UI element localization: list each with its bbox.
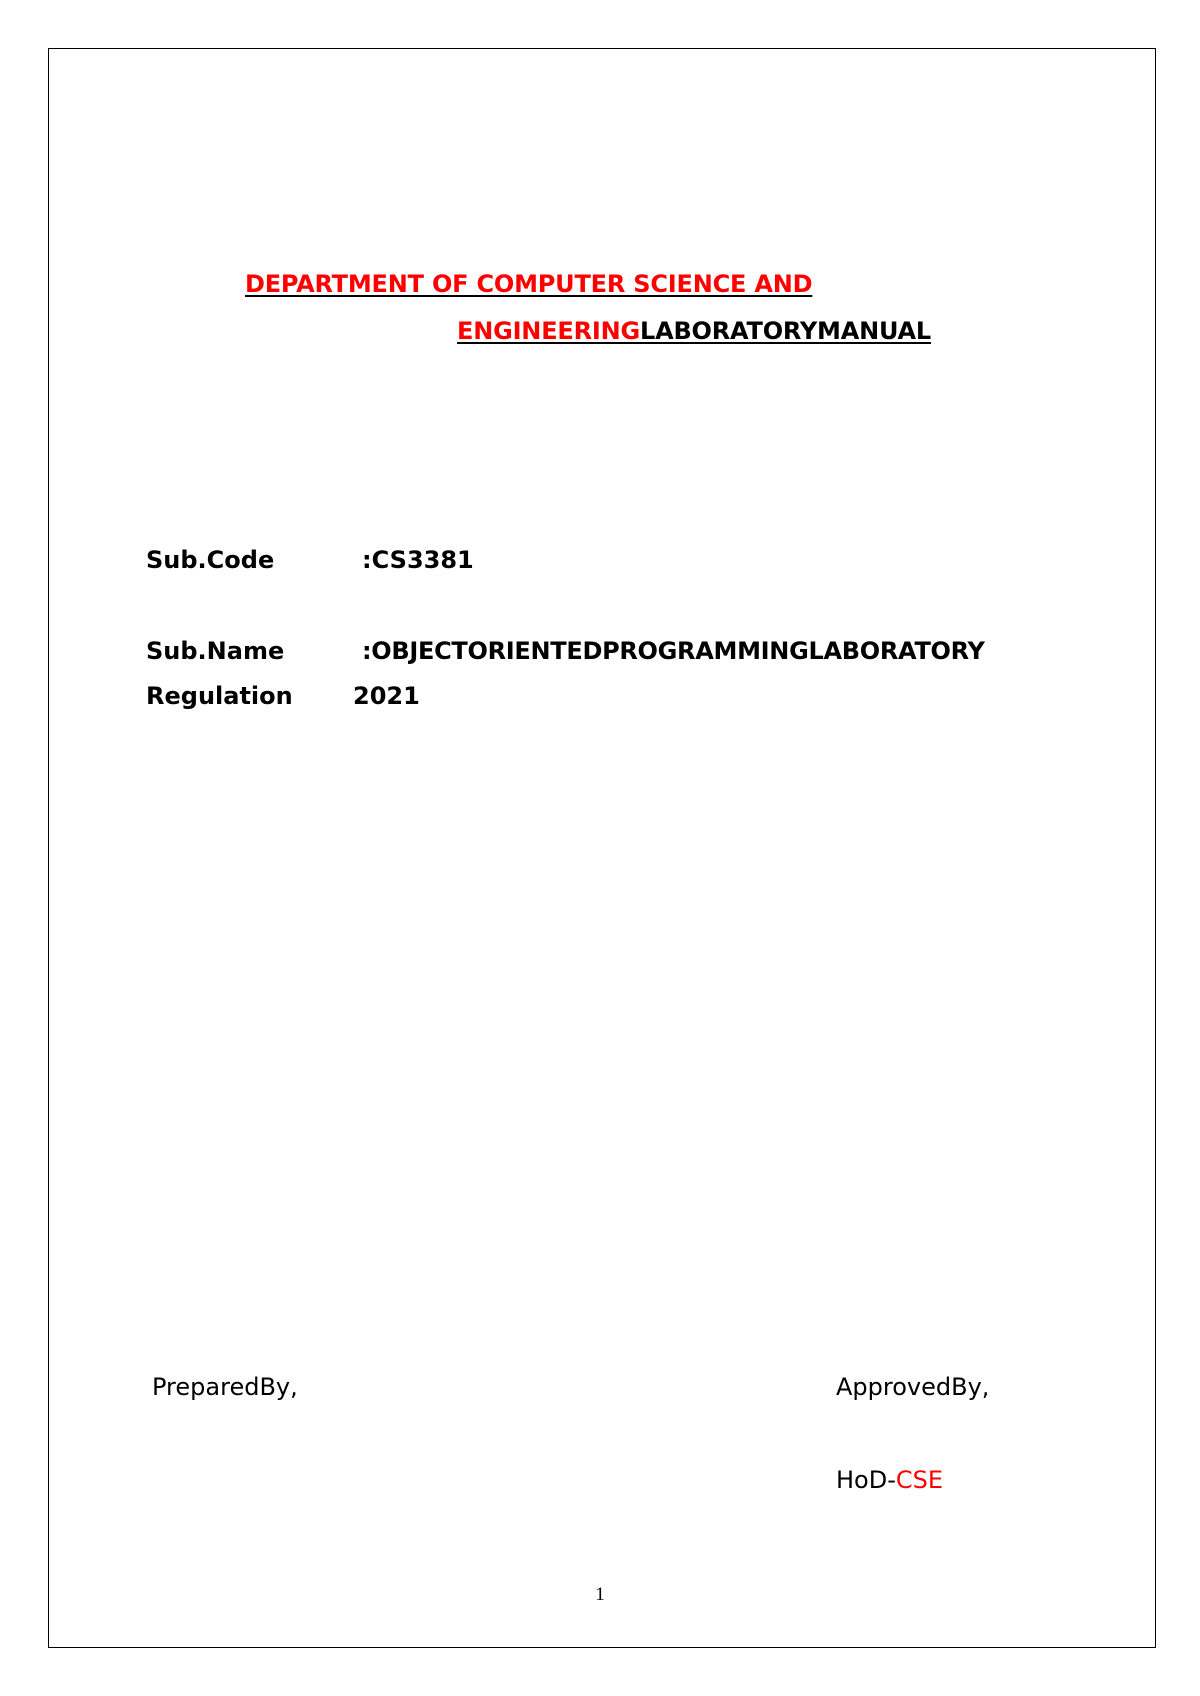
manual-title: LABORATORYMANUAL bbox=[639, 317, 932, 345]
page-number: 1 bbox=[595, 1584, 605, 1605]
sub-name-row bbox=[146, 637, 985, 665]
department-title-line-1 bbox=[245, 270, 812, 298]
regulation-value: 2021 bbox=[353, 682, 420, 710]
sub-code-label: Sub.Code bbox=[146, 546, 275, 574]
hod-department: CSE bbox=[895, 1466, 944, 1494]
regulation-row bbox=[146, 682, 420, 710]
regulation-label: Regulation bbox=[146, 682, 293, 710]
department-title-line-2 bbox=[457, 317, 931, 345]
sub-name-value: :OBJECTORIENTEDPROGRAMMINGLABORATORY bbox=[362, 637, 985, 665]
sub-name-label: Sub.Name bbox=[146, 637, 285, 665]
hod-prefix: HoD- bbox=[836, 1466, 896, 1494]
sub-code-value: :CS3381 bbox=[362, 546, 474, 574]
hod-signature bbox=[836, 1466, 943, 1494]
sub-code-row bbox=[146, 546, 474, 574]
prepared-by: PreparedBy, bbox=[152, 1373, 298, 1401]
approved-by: ApprovedBy, bbox=[836, 1373, 990, 1401]
department-engineering: ENGINEERING bbox=[457, 317, 640, 345]
department-name: DEPARTMENT OF COMPUTER SCIENCE AND bbox=[245, 270, 813, 298]
